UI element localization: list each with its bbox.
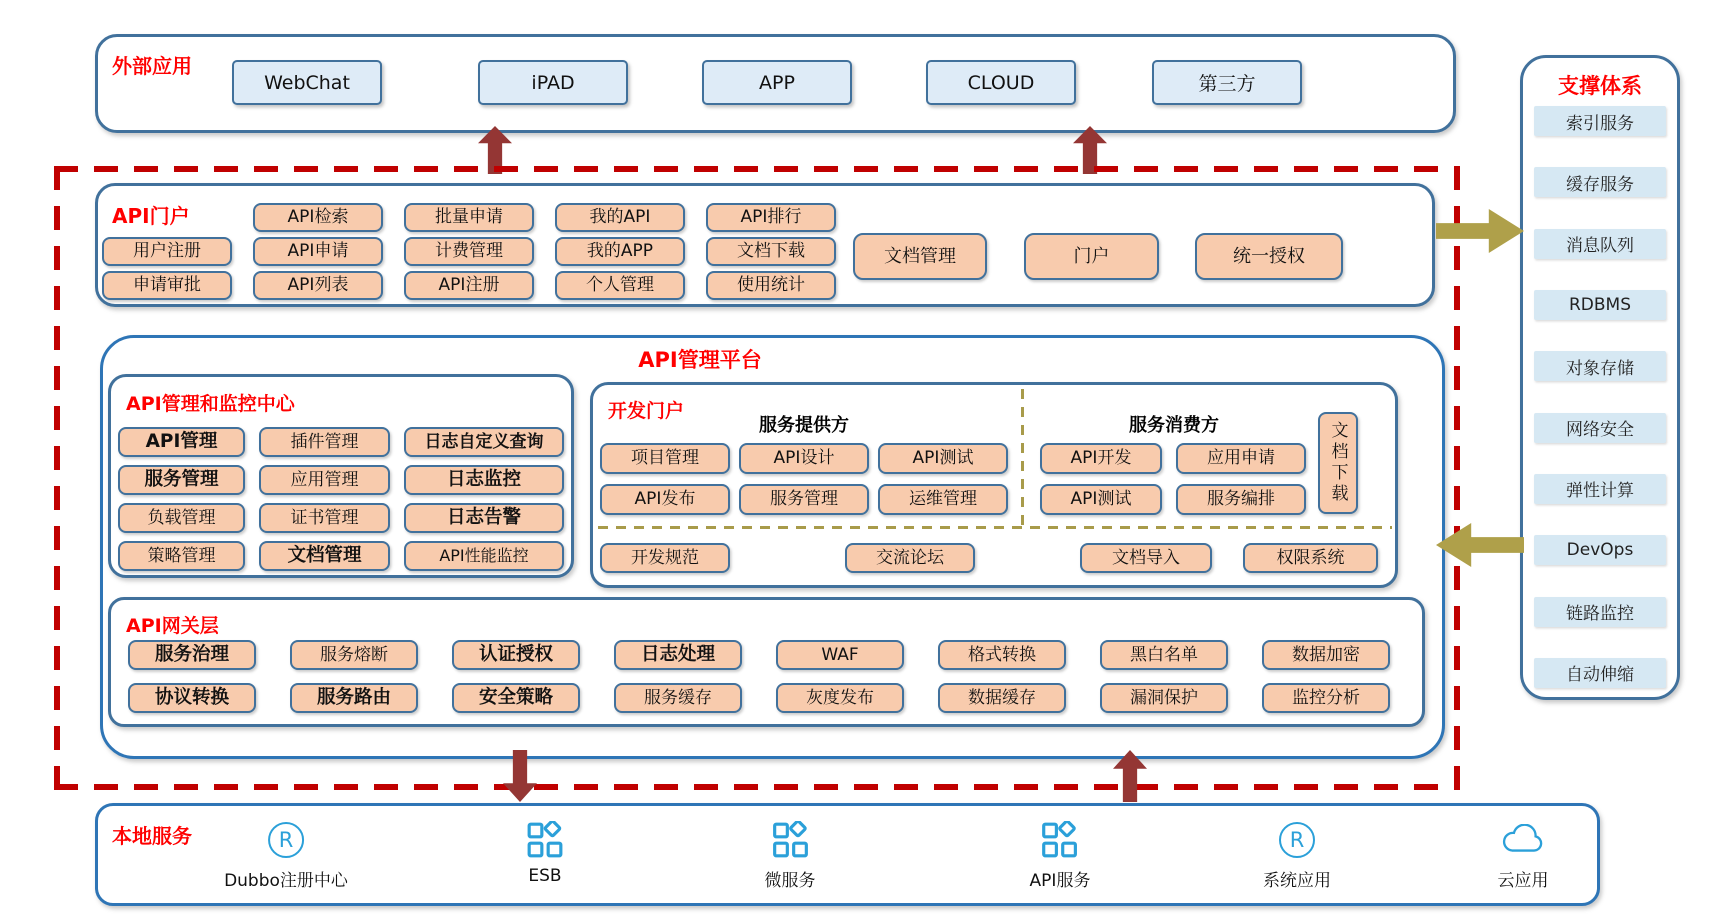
left-arrow-icon <box>1436 523 1524 567</box>
cloud-icon <box>1500 820 1546 860</box>
grid-icon <box>526 820 564 860</box>
module-chip: API开发 <box>1040 443 1162 474</box>
module-chip: 文档管理 <box>853 233 987 280</box>
service-item <box>1263 820 1331 891</box>
module-chip: 项目管理 <box>600 443 730 474</box>
mgmt-center-grid <box>118 427 564 571</box>
service-item <box>224 820 348 891</box>
support-item: 索引服务 <box>1534 106 1666 136</box>
module-chip: 权限系统 <box>1243 543 1378 573</box>
module-chip: 个人管理 <box>555 271 685 300</box>
registry-icon: R <box>1279 822 1315 858</box>
module-chip: 灰度发布 <box>776 683 904 713</box>
service-label: 云应用 <box>1497 871 1549 891</box>
consumer-header: 服务消费方 <box>1129 415 1219 436</box>
module-chip: 我的API <box>555 203 685 232</box>
module-chip: 我的APP <box>555 237 685 266</box>
module-chip: 交流论坛 <box>845 543 975 573</box>
app-webchat: WebChat <box>232 60 382 105</box>
dashed-frame-bottom <box>54 784 1460 790</box>
module-chip: 用户注册 <box>102 237 232 266</box>
gateway-grid <box>128 640 1390 713</box>
module-chip: 文档管理 <box>259 541 390 571</box>
support-item: 自动伸缩 <box>1534 658 1666 688</box>
module-chip: API管理 <box>118 427 245 457</box>
support-item: 对象存储 <box>1534 351 1666 381</box>
module-chip: 负载管理 <box>118 503 245 533</box>
module-chip: API注册 <box>404 271 534 300</box>
module-chip: 日志处理 <box>614 640 742 670</box>
service-item <box>1030 820 1091 891</box>
service-item <box>765 820 816 891</box>
service-label: API服务 <box>1029 871 1091 891</box>
service-label: ESB <box>528 866 562 886</box>
module-chip: API列表 <box>253 271 383 300</box>
module-chip: 门户 <box>1024 233 1159 280</box>
dev-portal-label: 开发门户 <box>608 400 685 422</box>
support-items <box>1534 106 1666 688</box>
module-chip: 服务缓存 <box>614 683 742 713</box>
module-chip: API测试 <box>1040 484 1162 515</box>
module-chip: 黑白名单 <box>1100 640 1228 670</box>
support-item: RDBMS <box>1534 290 1666 320</box>
module-chip: 批量申请 <box>404 203 534 232</box>
grid-icon <box>771 820 809 860</box>
registry-icon: R <box>268 822 304 858</box>
module-chip: 文档下载 <box>706 237 836 266</box>
support-item: 链路监控 <box>1534 597 1666 627</box>
app-app: APP <box>702 60 852 105</box>
module-chip: 漏洞保护 <box>1100 683 1228 713</box>
right-arrow-icon <box>1436 209 1524 253</box>
spacer <box>102 203 232 232</box>
provider-header: 服务提供方 <box>759 415 849 436</box>
module-chip: 证书管理 <box>259 503 390 533</box>
mgmt-center-label: API管理和监控中心 <box>126 393 295 415</box>
module-chip: 服务路由 <box>290 683 418 713</box>
api-portal-grid <box>102 203 836 300</box>
local-services-label: 本地服务 <box>112 824 192 848</box>
support-item: 网络安全 <box>1534 413 1666 443</box>
module-chip: 开发规范 <box>600 543 730 573</box>
module-chip: 格式转换 <box>938 640 1066 670</box>
support-item: 消息队列 <box>1534 229 1666 259</box>
module-chip: API发布 <box>600 484 730 515</box>
module-chip: 申请审批 <box>102 271 232 300</box>
service-item <box>1498 820 1549 891</box>
service-item <box>526 820 564 886</box>
gateway-label: API网关层 <box>126 615 219 637</box>
module-chip: API设计 <box>739 443 869 474</box>
module-chip: 认证授权 <box>452 640 580 670</box>
module-chip: 插件管理 <box>259 427 390 457</box>
consumer-grid <box>1040 443 1306 515</box>
provider-consumer-divider <box>1021 389 1024 527</box>
module-chip: API排行 <box>706 203 836 232</box>
module-chip: 日志告警 <box>404 503 564 533</box>
dashed-frame-top <box>54 166 1460 172</box>
module-chip: 统一授权 <box>1195 233 1343 280</box>
dashed-frame-left <box>54 166 60 790</box>
module-chip: 服务编排 <box>1176 484 1306 515</box>
external-apps-label: 外部应用 <box>112 54 192 78</box>
support-item: 缓存服务 <box>1534 167 1666 197</box>
dev-portal-divider <box>598 526 1392 529</box>
app-cloud: CLOUD <box>926 60 1076 105</box>
module-chip: 日志自定义查询 <box>404 427 564 457</box>
module-chip: 运维管理 <box>878 484 1008 515</box>
support-item: DevOps <box>1534 535 1666 565</box>
module-chip: 协议转换 <box>128 683 256 713</box>
module-chip: WAF <box>776 640 904 670</box>
service-label: 系统应用 <box>1263 871 1331 891</box>
grid-icon <box>1041 820 1079 860</box>
module-chip: 使用统计 <box>706 271 836 300</box>
service-label: 微服务 <box>764 871 816 891</box>
app-thirdparty: 第三方 <box>1152 60 1302 105</box>
module-chip: 计费管理 <box>404 237 534 266</box>
api-portal-label: API门户 <box>112 204 190 228</box>
module-chip: 服务治理 <box>128 640 256 670</box>
support-item: 弹性计算 <box>1534 474 1666 504</box>
module-chip: 服务管理 <box>739 484 869 515</box>
module-chip: API性能监控 <box>404 541 564 571</box>
support-system-label: 支撑体系 <box>1558 74 1642 98</box>
service-label: Dubbo注册中心 <box>224 871 348 891</box>
module-chip: API申请 <box>253 237 383 266</box>
module-chip: 数据加密 <box>1262 640 1390 670</box>
module-chip: 监控分析 <box>1262 683 1390 713</box>
dashed-frame-right <box>1454 166 1460 790</box>
module-chip: API测试 <box>878 443 1008 474</box>
module-chip: API检索 <box>253 203 383 232</box>
module-chip: 数据缓存 <box>938 683 1066 713</box>
api-platform-title: API管理平台 <box>638 348 762 372</box>
module-chip: 文档导入 <box>1080 543 1212 573</box>
doc-download-vertical-chip: 文档下载 <box>1318 412 1358 514</box>
module-chip: 服务熔断 <box>290 640 418 670</box>
app-ipad: iPAD <box>478 60 628 105</box>
module-chip: 应用申请 <box>1176 443 1306 474</box>
module-chip: 应用管理 <box>259 465 390 495</box>
module-chip: 策略管理 <box>118 541 245 571</box>
module-chip: 服务管理 <box>118 465 245 495</box>
module-chip: 安全策略 <box>452 683 580 713</box>
module-chip: 日志监控 <box>404 465 564 495</box>
provider-grid <box>600 443 1008 515</box>
